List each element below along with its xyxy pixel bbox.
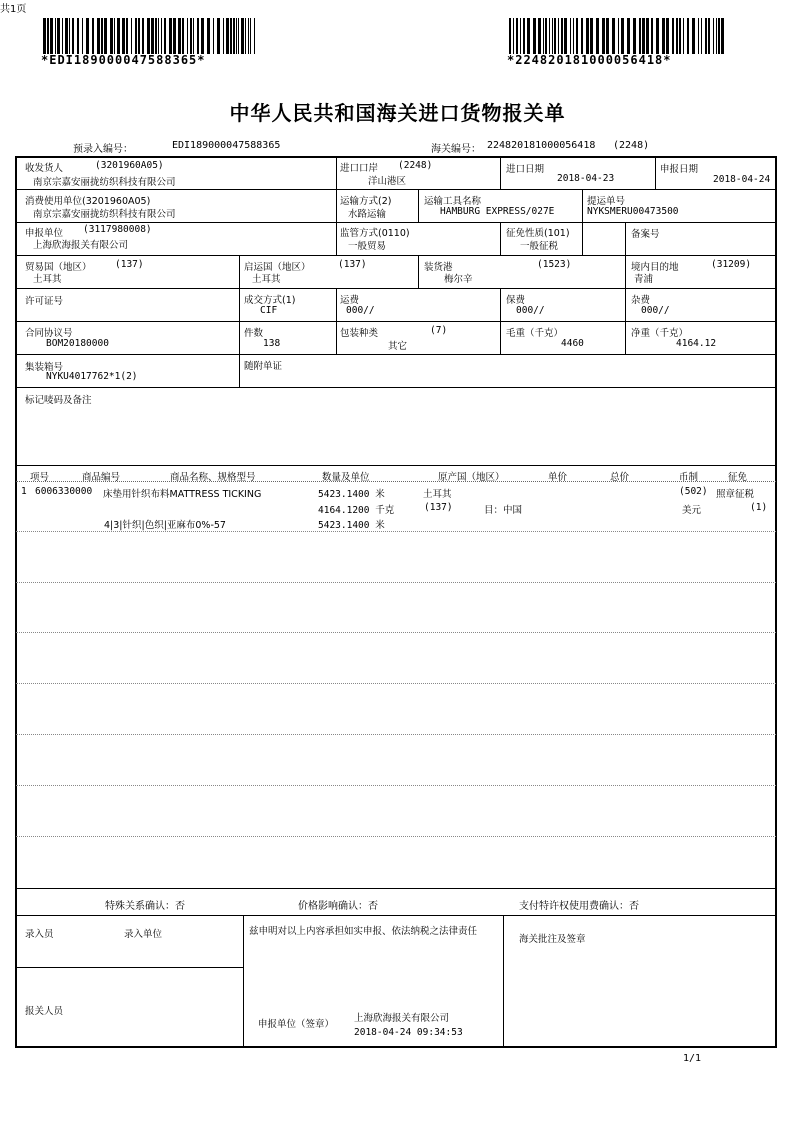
page-number: 1/1 (683, 1053, 702, 1064)
goods-origin-code: (137) (424, 502, 453, 513)
sign-company: 上海欣海报关有限公司 (354, 1013, 450, 1024)
freight-label: 运费 (340, 295, 360, 306)
barcode-bar (718, 18, 720, 54)
legal-statement: 兹申明对以上内容承担如实申报、依法纳税之法律责任 (249, 926, 478, 937)
customs-no-value: 224820181000056418 (487, 140, 596, 151)
barcode-bar (147, 18, 150, 54)
barcode-bar (581, 18, 583, 54)
price-effect-confirm: 价格影响确认：否 (298, 901, 378, 912)
barcode-bar (245, 18, 246, 54)
barcode-bar (207, 18, 210, 54)
barcode-bar (656, 18, 659, 54)
barcode-bar (590, 18, 593, 54)
goods-origin: 土耳其 (423, 489, 452, 500)
bl-number: NYKSMERU00473500 (587, 206, 679, 217)
goods-currency-code: (502) (679, 486, 708, 497)
barcode-bar (618, 18, 619, 54)
barcode-bar (666, 18, 669, 54)
barcode-bar (47, 18, 49, 54)
terms-label: 成交方式(1) (244, 295, 296, 306)
barcode-bar (561, 18, 563, 54)
customs-remarks-label: 海关批注及签章 (519, 934, 586, 945)
barcode-bar (627, 18, 630, 54)
barcode-bar (573, 18, 574, 54)
col-price: 单价 (548, 472, 568, 483)
barcode-bar (564, 18, 567, 54)
declarant-code: (3117980008) (83, 224, 152, 235)
destination-code: (31209) (711, 259, 752, 270)
declarant-label: 申报单位 (25, 228, 64, 239)
goods-name: 床垫用针织布料MATTRESS TICKING (103, 489, 262, 500)
import-date: 2018-04-23 (557, 173, 615, 184)
container: NYKU4017762*1(2) (46, 371, 138, 382)
barcode-bar (612, 18, 615, 54)
goods-levy: 照章征税 (716, 489, 755, 500)
net-weight-label: 净重（千克） (631, 328, 689, 339)
levy: 一般征税 (520, 241, 559, 252)
destination-label: 境内目的地 (631, 262, 679, 273)
consignee-label: 收发货人 (25, 163, 64, 174)
barcode-bar (676, 18, 678, 54)
declare-date: 2018-04-24 (713, 174, 771, 185)
goods-levy-code: (1) (750, 502, 768, 513)
barcode-bar (705, 18, 707, 54)
barcode-right (509, 18, 724, 54)
barcode-bar (135, 18, 137, 54)
barcode-bar (523, 18, 525, 54)
consumer-name: 南京宗嘉安丽拢纺织科技有限公司 (33, 209, 176, 220)
barcode-bar (238, 18, 239, 54)
origin-country: 土耳其 (252, 274, 281, 285)
barcode-bar (679, 18, 681, 54)
destination: 青浦 (634, 274, 654, 285)
contract-label: 合同协议号 (25, 328, 73, 339)
barcode-bar (602, 18, 605, 54)
barcode-bar (520, 18, 521, 54)
barcode-bar (672, 18, 674, 54)
vessel-label: 运输工具名称 (424, 196, 482, 207)
barcode-bar (570, 18, 571, 54)
goods-qty1: 5423.1400 米 (318, 489, 385, 500)
barcode-bar (50, 18, 53, 54)
barcode-bar (545, 18, 547, 54)
barcode-bar (721, 18, 724, 54)
record-label: 备案号 (631, 229, 660, 240)
marks-label: 标记唛码及备注 (25, 395, 92, 406)
barcode-bar (169, 18, 172, 54)
barcode-bar (250, 18, 251, 54)
barcode-bar (576, 18, 578, 54)
supervision-label: 监管方式(0110) (340, 228, 410, 239)
barcode-right-text: *224820181000056418* (507, 53, 672, 67)
barcode-bar (190, 18, 192, 54)
barcode-bar (683, 18, 684, 54)
origin-country-code: (137) (338, 259, 367, 270)
port-name: 洋山港区 (368, 176, 407, 187)
barcode-bar (217, 18, 220, 54)
barcode-bar (708, 18, 710, 54)
loading-port-label: 装货港 (424, 262, 453, 273)
docs-label: 随附单证 (244, 361, 283, 372)
consignee-name: 南京宗嘉安丽拢纺织科技有限公司 (33, 177, 176, 188)
declarer-label: 报关人员 (25, 1006, 64, 1017)
transport-mode-label: 运输方式(2) (340, 196, 392, 207)
customs-no-code: (2248) (613, 140, 650, 151)
barcode-bar (241, 18, 244, 54)
barcode-bar (182, 18, 184, 54)
barcode-bar (158, 18, 159, 54)
goods-code: 6006330000 (35, 486, 93, 497)
trade-country-label: 贸易国（地区） (25, 262, 92, 273)
barcode-bar (692, 18, 695, 54)
col-item: 项号 (30, 472, 50, 483)
barcode-bar (92, 18, 94, 54)
barcode-bar (104, 18, 107, 54)
barcode-bar (97, 18, 100, 54)
consumer-label: 消费使用单位(3201960A05) (25, 196, 151, 207)
gross-weight: 4460 (561, 338, 584, 349)
barcode-bar (65, 18, 68, 54)
barcode-bar (101, 18, 103, 54)
col-levy: 征免 (728, 472, 748, 483)
pack-type-code: (7) (430, 325, 448, 336)
terms: CIF (260, 305, 278, 316)
col-code: 商品编号 (82, 472, 121, 483)
misc-label: 杂费 (631, 295, 651, 306)
barcode-bar (606, 18, 609, 54)
misc-fee: 000// (641, 305, 670, 316)
barcode-bar (43, 18, 46, 54)
barcode-bar (662, 18, 665, 54)
barcode-bar (173, 18, 176, 54)
barcode-bar (254, 18, 255, 54)
freight: 000// (346, 305, 375, 316)
barcode-bar (155, 18, 157, 54)
barcode-bar (716, 18, 717, 54)
barcode-bar (533, 18, 536, 54)
pack-type: 其它 (388, 341, 408, 352)
sign-label: 申报单位（签章） (258, 1019, 335, 1030)
barcode-bar (554, 18, 556, 54)
goods-qty2: 4164.1200 千克 (318, 505, 395, 516)
declare-date-label: 申报日期 (660, 164, 699, 175)
barcode-bar (187, 18, 188, 54)
barcode-bar (197, 18, 199, 54)
barcode-bar (236, 18, 237, 54)
barcode-bar (138, 18, 140, 54)
barcode-bar (687, 18, 689, 54)
barcode-bar (713, 18, 714, 54)
consignee-code: (3201960A05) (95, 160, 164, 171)
barcode-bar (131, 18, 132, 54)
goods-dest: 目：中国 (484, 505, 523, 516)
barcode-bar (142, 18, 144, 54)
barcode-bar (226, 18, 229, 54)
barcode-bar (527, 18, 530, 54)
page-count: 共1页 (0, 4, 27, 15)
transport-mode: 水路运输 (348, 209, 387, 220)
barcode-bar (516, 18, 518, 54)
special-relation-confirm: 特殊关系确认：否 (105, 901, 185, 912)
port-label: 进口口岸 (340, 163, 379, 174)
barcode-bar (57, 18, 60, 54)
barcode-left-text: *EDI189000047588365* (41, 53, 206, 67)
barcode-bar (642, 18, 645, 54)
preentry-value: EDI189000047588365 (172, 140, 281, 151)
supervision: 一般贸易 (348, 241, 387, 252)
barcode-bar (164, 18, 166, 54)
origin-country-label: 启运国（地区） (244, 262, 311, 273)
barcode-bar (513, 18, 514, 54)
preentry-label: 预录入编号： (73, 144, 133, 155)
barcode-bar (646, 18, 649, 54)
barcode-bar (55, 18, 56, 54)
vessel: HAMBURG EXPRESS/027E (440, 206, 555, 217)
entry-person-label: 录入员 (25, 929, 54, 940)
barcode-bar (586, 18, 589, 54)
goods-spec: 4|3|针织|色织|亚麻布0%-57 (104, 520, 226, 531)
goods-currency: 美元 (682, 505, 702, 516)
contract: BOM20180000 (46, 338, 109, 349)
barcode-left (43, 18, 258, 54)
col-currency: 币制 (679, 472, 699, 483)
loading-port: 梅尔辛 (444, 274, 473, 285)
goods-item: 1 (21, 486, 27, 497)
loading-port-code: (1523) (537, 259, 572, 270)
barcode-bar (69, 18, 70, 54)
barcode-bar (621, 18, 624, 54)
barcode-bar (223, 18, 224, 54)
barcode-bar (543, 18, 544, 54)
declarant-name: 上海欣海报关有限公司 (33, 240, 129, 251)
barcode-bar (549, 18, 550, 54)
barcode-bar (62, 18, 63, 54)
barcode-bar (117, 18, 120, 54)
barcode-bar (114, 18, 115, 54)
import-date-label: 进口日期 (506, 164, 545, 175)
barcode-bar (213, 18, 214, 54)
barcode-bar (701, 18, 702, 54)
insurance: 000// (516, 305, 545, 316)
pack-type-label: 包装种类 (340, 328, 379, 339)
barcode-bar (201, 18, 204, 54)
barcode-bar (151, 18, 154, 54)
col-origin: 原产国（地区） (438, 472, 505, 483)
insurance-label: 保费 (506, 295, 526, 306)
levy-label: 征免性质(101) (506, 228, 570, 239)
barcode-bar (110, 18, 113, 54)
container-label: 集装箱号 (25, 362, 64, 373)
packages-label: 件数 (244, 328, 264, 339)
barcode-bar (596, 18, 599, 54)
entry-unit-label: 录入单位 (124, 929, 163, 940)
port-code: (2248) (398, 160, 433, 171)
license-label: 许可证号 (25, 296, 64, 307)
sign-time: 2018-04-24 09:34:53 (354, 1027, 463, 1038)
net-weight: 4164.12 (676, 338, 717, 349)
trade-country: 土耳其 (33, 274, 62, 285)
goods-qty3: 5423.1400 米 (318, 520, 385, 531)
barcode-bar (633, 18, 636, 54)
col-qty: 数量及单位 (322, 472, 370, 483)
page-title: 中华人民共和国海关进口货物报关单 (229, 101, 566, 125)
barcode-bar (651, 18, 653, 54)
barcode-bar (639, 18, 641, 54)
packages: 138 (263, 338, 281, 349)
barcode-bar (193, 18, 194, 54)
barcode-bar (86, 18, 89, 54)
col-name: 商品名称、规格型号 (170, 472, 256, 483)
barcode-bar (161, 18, 162, 54)
barcode-bar (178, 18, 181, 54)
barcode-bar (126, 18, 128, 54)
royalty-confirm: 支付特许权使用费确认：否 (519, 901, 639, 912)
barcode-bar (509, 18, 511, 54)
barcode-bar (552, 18, 553, 54)
barcode-bar (558, 18, 559, 54)
trade-country-code: (137) (115, 259, 144, 270)
barcode-bar (82, 18, 83, 54)
barcode-bar (230, 18, 232, 54)
barcode-bar (77, 18, 79, 54)
col-total: 总价 (610, 472, 630, 483)
barcode-bar (698, 18, 699, 54)
barcode-bar (233, 18, 235, 54)
barcode-bar (248, 18, 249, 54)
barcode-bar (538, 18, 541, 54)
bl-label: 提运单号 (587, 196, 626, 207)
barcode-bar (122, 18, 125, 54)
customs-no-label: 海关编号： (431, 144, 481, 155)
gross-weight-label: 毛重（千克） (506, 328, 564, 339)
barcode-bar (72, 18, 74, 54)
